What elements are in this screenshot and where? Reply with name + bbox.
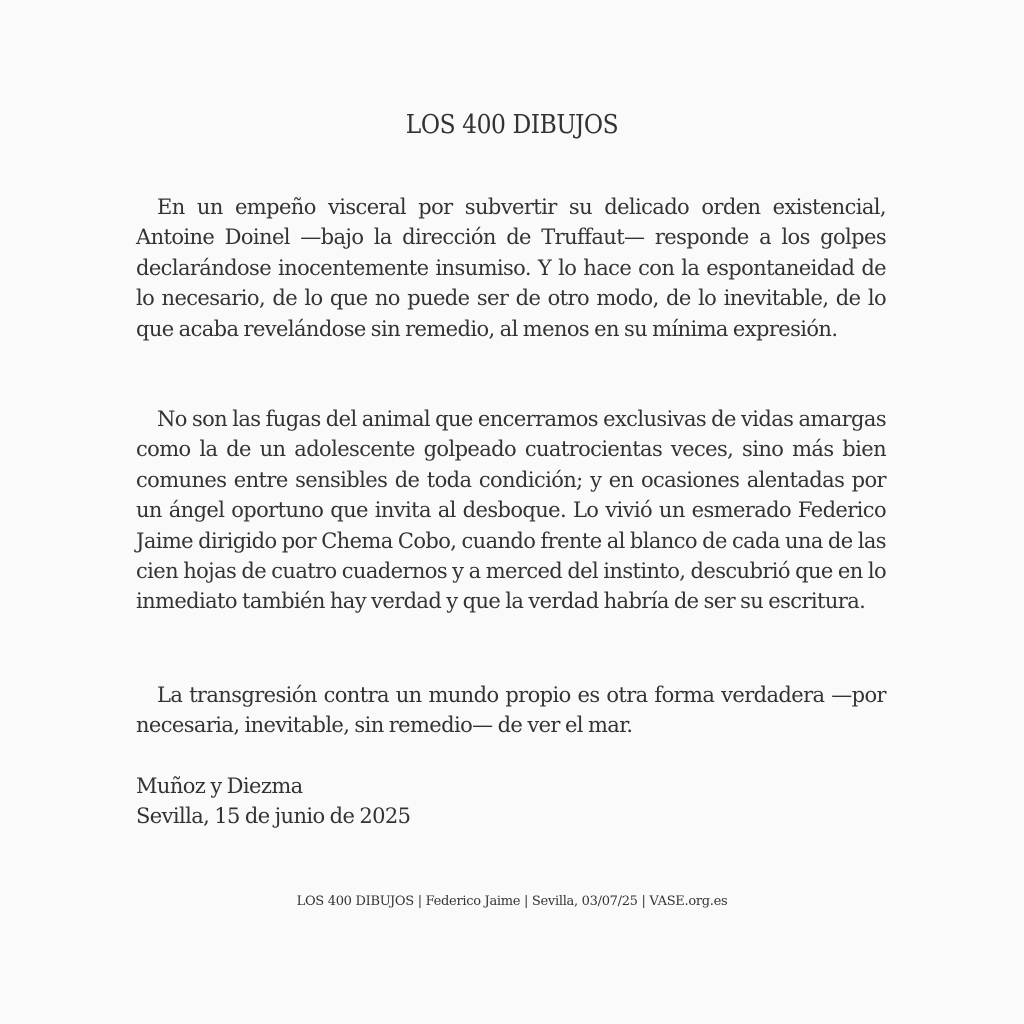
paragraph-1-block	[136, 192, 886, 344]
page-title: LOS 400 DIBUJOS	[405, 110, 619, 140]
paragraph: No son las fugas del animal que encerramos exclusivas de vidas amargas como la de un adolescente golpeado cuatrocientas veces, sino más bien comunes entre sensibles de toda condición; y en ocasiones alentadas por un ángel oportuno que invita al desboque. Lo vivió un esmerado Federico Jaime dirigido por Chema Cobo, cuando frente al blanco de cada una de las cien hojas de cuatro cuadernos y a merced del instinto, descubrió que en lo inmediato también hay verdad y que la verdad habría de ser su escritura.	[136, 407, 886, 614]
page-footer: LOS 400 DIBUJOS | Federico Jaime | Sevilla, 03/07/25 | VASE.org.es	[296, 894, 728, 909]
paragraph: En un empeño visceral por subvertir su delicado orden existencial, Antoine Doinel —bajo la dirección de Truffaut— responde a los golpes declarándose inocentemente insumiso. Y lo hace con la espontaneidad de lo necesario, de lo que no puede ser de otro modo, de lo inevitable, de lo que acaba revelándose sin remedio, al menos en su mínima expresión.	[136, 195, 886, 341]
paragraph: La transgresión contra un mundo propio es otra forma verdadera —por necesaria, inevitable, sin remedio— de ver el mar.	[136, 683, 886, 738]
paragraph-2-block	[136, 404, 886, 617]
signature-block	[136, 771, 886, 832]
signature-place-date: Sevilla, 15 de junio de 2025	[136, 804, 411, 829]
paragraph-3-block	[136, 680, 886, 741]
signature-author: Muñoz y Diezma	[136, 774, 303, 798]
